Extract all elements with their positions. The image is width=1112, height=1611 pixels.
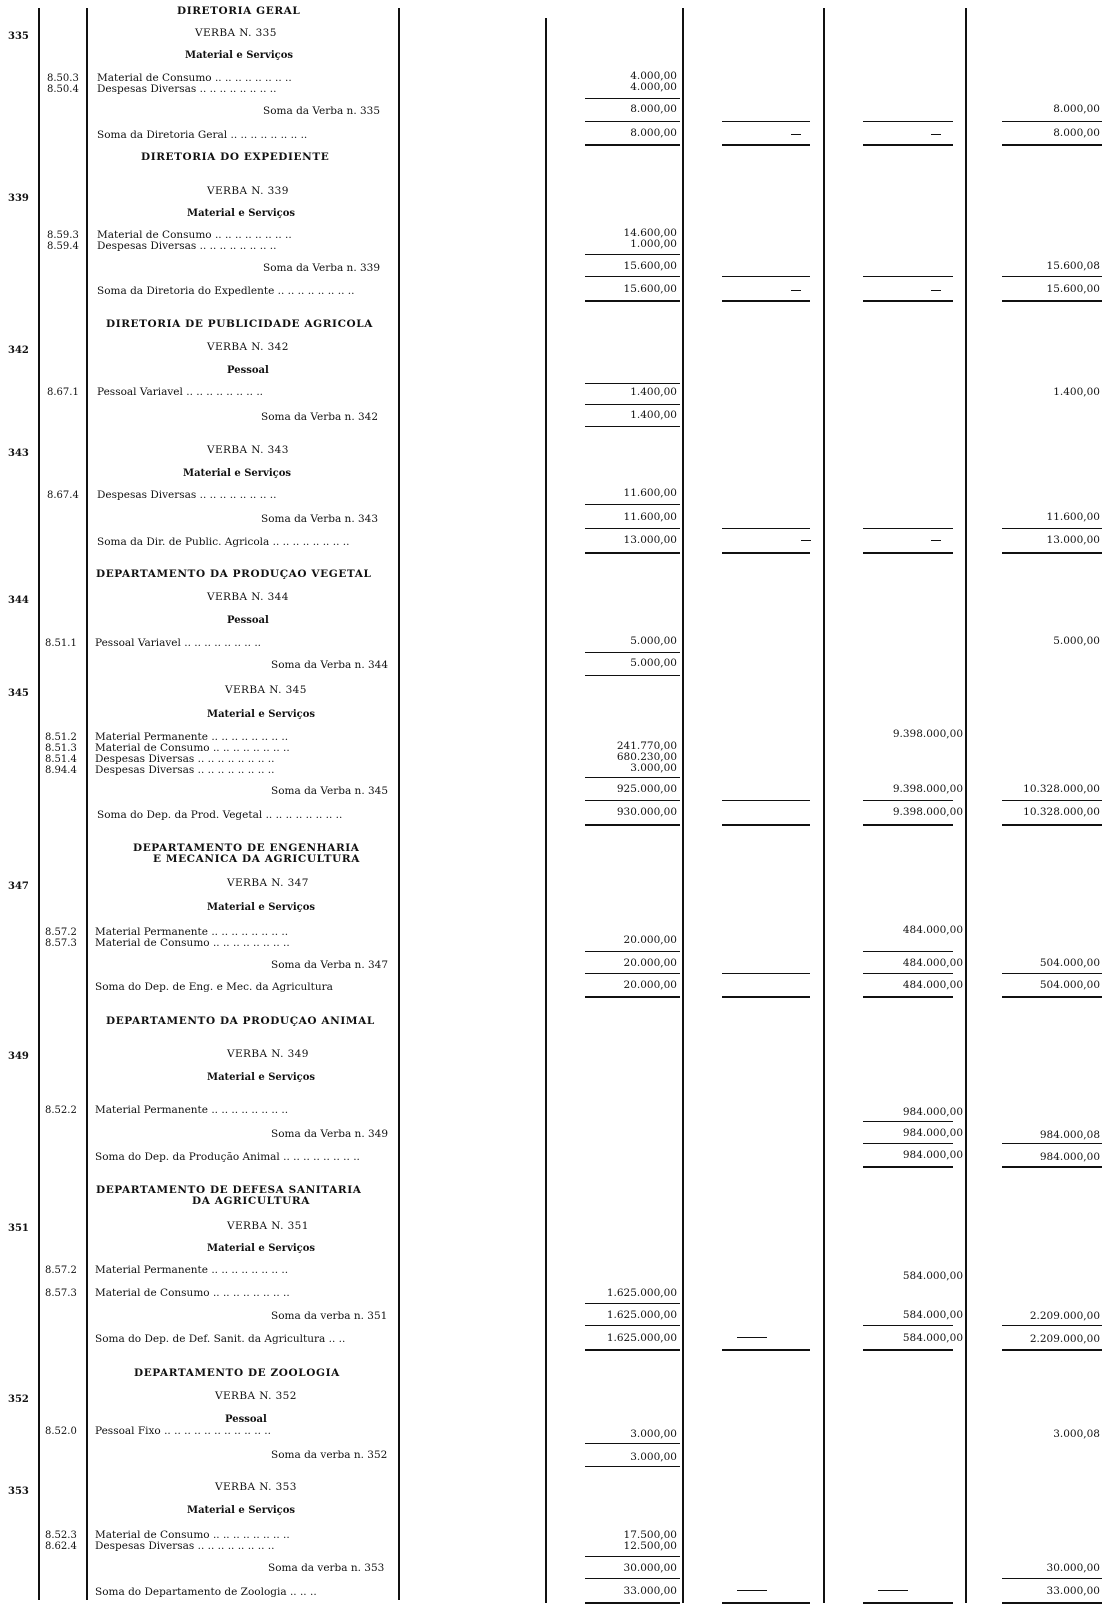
verba-title: VERBA N. 347 [227, 877, 309, 889]
rule [1002, 824, 1102, 826]
rule [585, 1556, 680, 1557]
item-value: 11.600,00 [623, 487, 677, 499]
verba-ref: 342 [8, 345, 29, 356]
item-code: 8.51.4 [45, 754, 77, 765]
verba-soma-c1: 11.600,00 [623, 511, 677, 523]
rule [585, 951, 680, 952]
rule [585, 1602, 680, 1604]
total-label: Soma do Dep. de Def. Sanit. da Agricultura .. .. [95, 1333, 346, 1345]
total-dash [931, 290, 941, 291]
item-label: Pessoal Fixo .. .. .. .. .. .. .. .. .. .. .. [95, 1425, 271, 1437]
rule [585, 1303, 680, 1304]
rule [863, 1602, 953, 1604]
item-value: 3.000,00 [630, 762, 677, 774]
rule [722, 121, 810, 122]
verba-ref: 352 [8, 1394, 29, 1405]
item-value: 14.600,00 [623, 227, 677, 239]
item-code: 8.51.2 [45, 732, 77, 743]
total-c4: 2.209.000,00 [1029, 1333, 1100, 1345]
rule [722, 276, 810, 277]
item-value-c4: 1.400,00 [1053, 386, 1100, 398]
verba-soma-label: Soma da Verba n. 344 [271, 659, 389, 671]
item-value: 1.000,00 [630, 238, 677, 250]
rule [1002, 276, 1102, 277]
rule [1002, 1166, 1102, 1168]
item-code: 8.62.4 [45, 1541, 77, 1552]
rule [585, 404, 680, 405]
item-code: 8.52.2 [45, 1105, 77, 1116]
verba-title: VERBA N. 345 [225, 684, 307, 696]
item-label: Material de Consumo .. .. .. .. .. .. .. .. [95, 937, 290, 949]
rule [585, 1466, 680, 1467]
item-value: 5.000,00 [630, 635, 677, 647]
verba-soma-label: Soma da Verba n. 347 [271, 959, 389, 971]
rule [585, 383, 680, 384]
verba-soma-c3: 9.398.000,00 [892, 783, 963, 795]
item-label: Despesas Diversas .. .. .. .. .. .. .. .. [97, 83, 277, 95]
item-label: Despesas Diversas .. .. .. .. .. .. .. .. [97, 240, 277, 252]
total-c3: 9.398.000,00 [892, 806, 963, 818]
rule [585, 528, 680, 529]
verba-soma-c4: 2.209.000,00 [1029, 1310, 1100, 1322]
total-label: Soma da Dir. de Public. Agricola .. .. .. .. .. .. .. .. [97, 536, 350, 548]
verba-soma-c4: 504.000,00 [1039, 957, 1100, 969]
section-heading: DEPARTAMENTO DE DEFESA SANITARIA [96, 1184, 362, 1196]
rule [737, 1590, 767, 1591]
rule [585, 552, 680, 554]
total-c4: 10.328.000,00 [1023, 806, 1100, 818]
rule [722, 973, 810, 974]
rule-col3-right [965, 8, 967, 1603]
verba-soma-label: Soma da Verba n. 342 [261, 411, 379, 423]
item-value: 12.500,00 [623, 1540, 677, 1552]
total-dash [931, 134, 941, 135]
total-label: Soma da Diretoria do Expedlente .. .. .. .. .. .. .. .. [97, 285, 355, 297]
item-code: 8.57.3 [45, 1288, 77, 1299]
rule [585, 144, 680, 146]
rule [585, 504, 680, 505]
rule [1002, 121, 1102, 122]
item-label: Material de Consumo .. .. .. .. .. .. .. .. [95, 1529, 290, 1541]
verba-ref: 339 [8, 193, 29, 204]
rule [878, 1590, 908, 1591]
verba-soma-label: Soma da Verba n. 349 [271, 1128, 389, 1140]
rule [863, 800, 953, 801]
rule [863, 996, 953, 998]
rule-desc-right [398, 8, 400, 1600]
item-value-c4: 5.000,00 [1053, 635, 1100, 647]
verba-soma-label: Soma da verba n. 351 [271, 1310, 388, 1322]
rule [1002, 300, 1102, 302]
rule [722, 300, 810, 302]
total-label: Soma da Diretoria Geral .. .. .. .. .. .. .. .. [97, 129, 308, 141]
total-label: Soma do Dep. da Prod. Vegetal .. .. .. .. .. .. .. .. [97, 809, 343, 821]
section-heading: DEPARTAMENTO DA PRODUÇAO VEGETAL [96, 568, 372, 580]
section-heading: DIRETORIA GERAL [177, 5, 301, 17]
rule [863, 528, 953, 529]
item-value: 4.000,00 [630, 70, 677, 82]
total-label: Soma do Departamento de Zoologia .. .. .. [95, 1586, 317, 1598]
verba-ref: 343 [8, 448, 29, 459]
rule-col1-right [682, 8, 684, 1603]
total-c1: 1.625.000,00 [606, 1332, 677, 1344]
verba-subtitle: Material e Serviços [187, 1505, 296, 1516]
rule [585, 426, 680, 427]
rule [863, 973, 953, 974]
verba-title: VERBA N. 344 [207, 591, 289, 603]
rule [585, 973, 680, 974]
verba-soma-c1: 20.000,00 [623, 957, 677, 969]
total-c4: 984.000,00 [1039, 1151, 1100, 1163]
item-label: Material Permanente .. .. .. .. .. .. .. .. [95, 1104, 289, 1116]
verba-soma-c1: 1.625.000,00 [606, 1309, 677, 1321]
rule [585, 254, 680, 255]
verba-title: VERBA N. 352 [215, 1390, 297, 1402]
item-value: 680.230,00 [616, 751, 677, 763]
verba-soma-c3: 484.000,00 [902, 957, 963, 969]
item-label: Material de Consumo .. .. .. .. .. .. .. .. [97, 72, 292, 84]
total-c1: 20.000,00 [623, 979, 677, 991]
item-code: 8.50.3 [47, 73, 79, 84]
verba-soma-c4: 8.000,00 [1053, 103, 1100, 115]
total-c3: 484.000,00 [902, 979, 963, 991]
rule-left-2 [86, 8, 88, 1600]
item-code: 8.67.4 [47, 490, 79, 501]
verba-subtitle: Material e Serviços [187, 208, 296, 219]
section-heading: DIRETORIA DE PUBLICIDADE AGRICOLA [106, 318, 374, 330]
item-label: Despesas Diversas .. .. .. .. .. .. .. .. [95, 1540, 275, 1552]
total-c4: 13.000,00 [1046, 534, 1100, 546]
rule [737, 1337, 767, 1338]
verba-title: VERBA N. 342 [207, 341, 289, 353]
rule [1002, 144, 1102, 146]
verba-soma-label: Soma da Verba n. 345 [271, 785, 389, 797]
verba-soma-c3: 584.000,00 [902, 1309, 963, 1321]
rule [722, 1349, 810, 1351]
rule [1002, 552, 1102, 554]
rule [585, 1349, 680, 1351]
verba-subtitle: Material e Serviços [207, 1243, 316, 1254]
rule [1002, 800, 1102, 801]
section-heading: DIRETORIA DO EXPEDIENTE [141, 151, 330, 163]
item-label: Despesas Diversas .. .. .. .. .. .. .. .. [97, 489, 277, 501]
verba-title: VERBA N. 339 [207, 185, 289, 197]
verba-soma-label: Soma da verba n. 352 [271, 1449, 388, 1461]
verba-subtitle: Material e Serviços [185, 50, 294, 61]
verba-ref: 353 [8, 1486, 29, 1497]
verba-ref: 351 [8, 1223, 29, 1234]
item-code: 8.59.3 [47, 230, 79, 241]
item-value-c3: 9.398.000,00 [892, 728, 963, 740]
rule [863, 1349, 953, 1351]
item-code: 8.57.3 [45, 938, 77, 949]
verba-subtitle: Pessoal [227, 365, 269, 376]
total-c1: 15.600,00 [623, 283, 677, 295]
rule [722, 800, 810, 801]
rule [863, 951, 953, 952]
verba-soma-c4: 11.600,00 [1046, 511, 1100, 523]
verba-soma-c4: 10.328.000,00 [1023, 783, 1100, 795]
verba-soma-label: Soma da Verba n. 343 [261, 513, 379, 525]
verba-soma-c1: 5.000,00 [630, 657, 677, 669]
item-code: 8.51.1 [45, 638, 77, 649]
verba-soma-c1: 925.000,00 [616, 783, 677, 795]
rule [863, 144, 953, 146]
item-code: 8.51.3 [45, 743, 77, 754]
verba-subtitle: Material e Serviços [207, 709, 316, 720]
verba-ref: 345 [8, 688, 29, 699]
item-code: 8.50.4 [47, 84, 79, 95]
rule [585, 996, 680, 998]
rule [863, 552, 953, 554]
total-c4: 504.000,00 [1039, 979, 1100, 991]
rule [722, 1602, 810, 1604]
item-value-c3: 484.000,00 [902, 924, 963, 936]
rule [1002, 996, 1102, 998]
item-label: Material Permanente .. .. .. .. .. .. .. .. [95, 926, 289, 938]
total-label: Soma do Dep. da Produção Animal .. .. .. .. .. .. .. .. [95, 1151, 360, 1163]
verba-ref: 344 [8, 595, 29, 606]
item-label: Material de Consumo .. .. .. .. .. .. .. .. [97, 229, 292, 241]
verba-title: VERBA N. 351 [227, 1220, 309, 1232]
verba-soma-c4: 30.000,00 [1046, 1562, 1100, 1574]
item-value-c3: 984.000,00 [902, 1106, 963, 1118]
rule [1002, 973, 1102, 974]
verba-soma-c4: 984.000,08 [1039, 1129, 1100, 1141]
verba-soma-c1: 1.400,00 [630, 409, 677, 421]
rule [585, 652, 680, 653]
verba-title: VERBA N. 343 [207, 444, 289, 456]
item-value: 1.400,00 [630, 386, 677, 398]
rule [585, 300, 680, 302]
total-dash [801, 540, 811, 541]
rule [1002, 1325, 1102, 1326]
item-value: 4.000,00 [630, 81, 677, 93]
item-code: 8.59.4 [47, 241, 79, 252]
verba-soma-c1: 8.000,00 [630, 103, 677, 115]
item-label: Despesas Diversas .. .. .. .. .. .. .. .. [95, 753, 275, 765]
verba-ref: 335 [8, 31, 29, 42]
total-c1: 8.000,00 [630, 127, 677, 139]
section-heading-line2: DA AGRICULTURA [192, 1195, 310, 1207]
rule [863, 1143, 953, 1144]
item-value: 3.000,00 [630, 1428, 677, 1440]
verba-subtitle: Material e Serviços [183, 468, 292, 479]
rule [863, 300, 953, 302]
rule [585, 1325, 680, 1326]
item-value: 241.770,00 [616, 740, 677, 752]
total-c4: 33.000,00 [1046, 1585, 1100, 1597]
total-c1: 930.000,00 [616, 806, 677, 818]
total-c1: 13.000,00 [623, 534, 677, 546]
rule-left-1 [38, 8, 40, 1600]
verba-subtitle: Material e Serviços [207, 902, 316, 913]
verba-subtitle: Pessoal [225, 1414, 267, 1425]
section-heading: DEPARTAMENTO DA PRODUÇAO ANIMAL [106, 1015, 375, 1027]
total-dash [931, 540, 941, 541]
rule [722, 144, 810, 146]
section-heading: DEPARTAMENTO DE ENGENHARIA [133, 842, 360, 854]
verba-soma-label: Soma da Verba n. 339 [263, 262, 381, 274]
item-code: 8.94.4 [45, 765, 77, 776]
total-c4: 8.000,00 [1053, 127, 1100, 139]
item-value-c4: 3.000,08 [1053, 1428, 1100, 1440]
rule [1002, 1578, 1102, 1579]
rule-col1-left [545, 18, 547, 1603]
rule-col2-right [823, 8, 825, 1603]
item-label: Material Permanente .. .. .. .. .. .. .. .. [95, 731, 289, 743]
verba-soma-c1: 30.000,00 [623, 1562, 677, 1574]
section-heading-line2: E MECANICA DA AGRICULTURA [153, 853, 360, 865]
verba-title: VERBA N. 353 [215, 1481, 297, 1493]
rule [585, 1443, 680, 1444]
rule [863, 121, 953, 122]
total-c3: 584.000,00 [902, 1332, 963, 1344]
verba-soma-c3: 984.000,00 [902, 1127, 963, 1139]
rule [863, 1166, 953, 1168]
rule [1002, 1602, 1102, 1604]
verba-ref: 349 [8, 1051, 29, 1062]
section-heading: DEPARTAMENTO DE ZOOLOGIA [134, 1367, 340, 1379]
verba-title: VERBA N. 335 [195, 27, 277, 39]
item-code: 8.67.1 [47, 387, 79, 398]
verba-subtitle: Pessoal [227, 615, 269, 626]
item-code: 8.57.2 [45, 1265, 77, 1276]
rule [585, 800, 680, 801]
item-code: 8.52.3 [45, 1530, 77, 1541]
total-c3: 984.000,00 [902, 1149, 963, 1161]
rule [863, 1325, 953, 1326]
item-code: 8.52.0 [45, 1426, 77, 1437]
verba-soma-c1: 15.600,00 [623, 260, 677, 272]
item-label: Pessoal Variavel .. .. .. .. .. .. .. .. [95, 637, 262, 649]
item-label: Despesas Diversas .. .. .. .. .. .. .. .. [95, 764, 275, 776]
verba-soma-c4: 15.600,08 [1046, 260, 1100, 272]
verba-ref: 347 [8, 881, 29, 892]
rule [722, 824, 810, 826]
item-label: Pessoal Variavel .. .. .. .. .. .. .. .. [97, 386, 264, 398]
rule [585, 276, 680, 277]
total-label: Soma do Dep. de Eng. e Mec. da Agricultura [95, 981, 333, 993]
rule [863, 824, 953, 826]
item-label: Material de Consumo .. .. .. .. .. .. .. .. [95, 742, 290, 754]
rule [722, 996, 810, 998]
item-label: Material de Consumo .. .. .. .. .. .. .. .. [95, 1287, 290, 1299]
rule [585, 1578, 680, 1579]
total-dash [791, 134, 801, 135]
item-code: 8.57.2 [45, 927, 77, 938]
item-value-c3: 584.000,00 [902, 1270, 963, 1282]
verba-subtitle: Material e Serviços [207, 1072, 316, 1083]
rule [722, 552, 810, 554]
verba-soma-label: Soma da verba n. 353 [268, 1562, 385, 1574]
rule [585, 98, 680, 99]
rule [1002, 528, 1102, 529]
rule [585, 824, 680, 826]
verba-soma-label: Soma da Verba n. 335 [263, 105, 381, 117]
verba-title: VERBA N. 349 [227, 1048, 309, 1060]
rule [863, 1121, 953, 1122]
verba-soma-c1: 3.000,00 [630, 1451, 677, 1463]
rule [585, 675, 680, 676]
item-value: 17.500,00 [623, 1529, 677, 1541]
rule [585, 121, 680, 122]
total-c1: 33.000,00 [623, 1585, 677, 1597]
total-dash [791, 290, 801, 291]
item-value: 20.000,00 [623, 934, 677, 946]
rule [863, 276, 953, 277]
item-label: Material Permanente .. .. .. .. .. .. .. .. [95, 1264, 289, 1276]
rule [722, 528, 810, 529]
item-value: 1.625.000,00 [606, 1287, 677, 1299]
rule [1002, 1143, 1102, 1144]
rule [1002, 1349, 1102, 1351]
rule [585, 777, 680, 778]
total-c4: 15.600,00 [1046, 283, 1100, 295]
